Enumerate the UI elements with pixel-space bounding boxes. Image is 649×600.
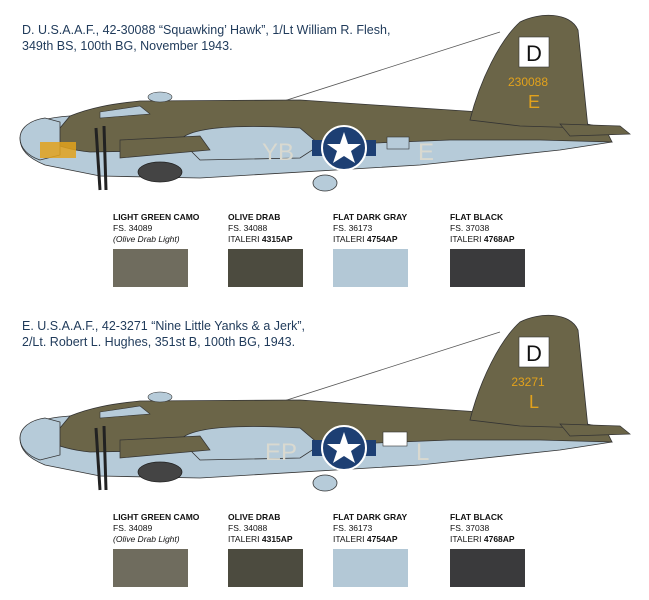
horizontal-stabilizer — [560, 124, 630, 136]
fuselage-letter: L — [416, 439, 430, 466]
fuselage-code: EP — [265, 439, 298, 466]
swatch-italeri-label: ITALERI — [450, 534, 482, 544]
horizontal-stabilizer — [560, 424, 630, 436]
swatch-name: LIGHT GREEN CAMO — [113, 512, 200, 522]
swatch-italeri-code: 4768AP — [483, 534, 515, 544]
swatch-italeri-label: ITALERI — [333, 534, 365, 544]
waist-window — [387, 137, 409, 149]
swatch-italeri-label: ITALERI — [333, 234, 365, 244]
swatch-italeri-label: ITALERI — [228, 234, 260, 244]
swatch-italeri-code: 4315AP — [261, 534, 293, 544]
top-turret — [148, 92, 172, 102]
swatch-e-2 — [228, 512, 308, 587]
color-chip — [113, 549, 188, 587]
waist-window — [383, 432, 407, 446]
swatch-fs: FS. 36173 — [333, 523, 373, 533]
color-chip — [113, 249, 188, 287]
tail-serial: 23271 — [511, 375, 545, 389]
swatch-italeri-code: 4754AP — [366, 534, 398, 544]
swatch-note: (Olive Drab Light) — [113, 534, 180, 544]
swatch-name: FLAT DARK GRAY — [333, 212, 408, 222]
swatch-name: OLIVE DRAB — [228, 512, 281, 522]
tail-letter: D — [526, 341, 542, 366]
ball-turret — [313, 475, 337, 491]
propeller-2 — [104, 126, 106, 190]
swatch-e-4 — [450, 512, 530, 587]
profile-d-caption-line2: 349th BS, 100th BG, November 1943. — [22, 39, 233, 53]
propeller-2 — [104, 426, 106, 490]
swatch-d-3 — [333, 212, 413, 287]
nose-art — [40, 142, 76, 158]
tail-code: E — [527, 92, 541, 112]
swatch-fs: FS. 36173 — [333, 223, 373, 233]
swatch-name: FLAT DARK GRAY — [333, 512, 408, 522]
swatch-name: OLIVE DRAB — [228, 212, 281, 222]
swatch-italeri-label: ITALERI — [228, 534, 260, 544]
color-chip — [228, 249, 303, 287]
tail-serial: 230088 — [507, 75, 549, 89]
profile-e-caption-line1: E. U.S.A.A.F., 42-3271 “Nine Little Yanks & a Jerk”, — [22, 319, 305, 333]
swatch-fs: FS. 34088 — [228, 523, 268, 533]
swatch-fs: FS. 37038 — [450, 223, 490, 233]
profile-e-caption-line2: 2/Lt. Robert L. Hughes, 351st B, 100th BG, 1943. — [22, 335, 296, 349]
swatch-e-3 — [333, 512, 413, 587]
swatch-d-4 — [450, 212, 530, 287]
color-chip — [450, 549, 525, 587]
fuselage-letter: E — [418, 139, 435, 166]
ball-turret — [313, 175, 337, 191]
color-chip — [450, 249, 525, 287]
swatch-d-2 — [228, 212, 308, 287]
swatch-fs: FS. 34089 — [113, 223, 153, 233]
swatch-fs: FS. 37038 — [450, 523, 490, 533]
color-chip — [228, 549, 303, 587]
swatch-name: LIGHT GREEN CAMO — [113, 212, 200, 222]
swatch-italeri-code: 4754AP — [366, 234, 398, 244]
swatch-fs: FS. 34089 — [113, 523, 153, 533]
swatch-fs: FS. 34088 — [228, 223, 268, 233]
profile-e-aircraft — [0, 300, 649, 500]
color-chip — [333, 549, 408, 587]
swatch-d-1 — [113, 212, 200, 287]
top-turret — [148, 392, 172, 402]
main-wheel — [138, 462, 182, 482]
swatch-italeri-code: 4315AP — [261, 234, 293, 244]
main-wheel — [138, 162, 182, 182]
tail-letter: D — [526, 41, 542, 66]
swatch-note: (Olive Drab Light) — [113, 234, 180, 244]
profile-d-caption-line1: D. U.S.A.A.F., 42-30088 “Squawking’ Hawk”, 1/Lt William R. Flesh, — [22, 23, 391, 37]
tail-code: L — [528, 392, 540, 412]
swatch-italeri-label: ITALERI — [450, 234, 482, 244]
swatch-name: FLAT BLACK — [450, 212, 504, 222]
swatch-italeri-code: 4768AP — [483, 234, 515, 244]
color-chip — [333, 249, 408, 287]
profile-d-aircraft — [0, 0, 649, 200]
swatch-name: FLAT BLACK — [450, 512, 504, 522]
swatch-e-1 — [113, 512, 200, 587]
fuselage-code: YB — [262, 139, 295, 166]
